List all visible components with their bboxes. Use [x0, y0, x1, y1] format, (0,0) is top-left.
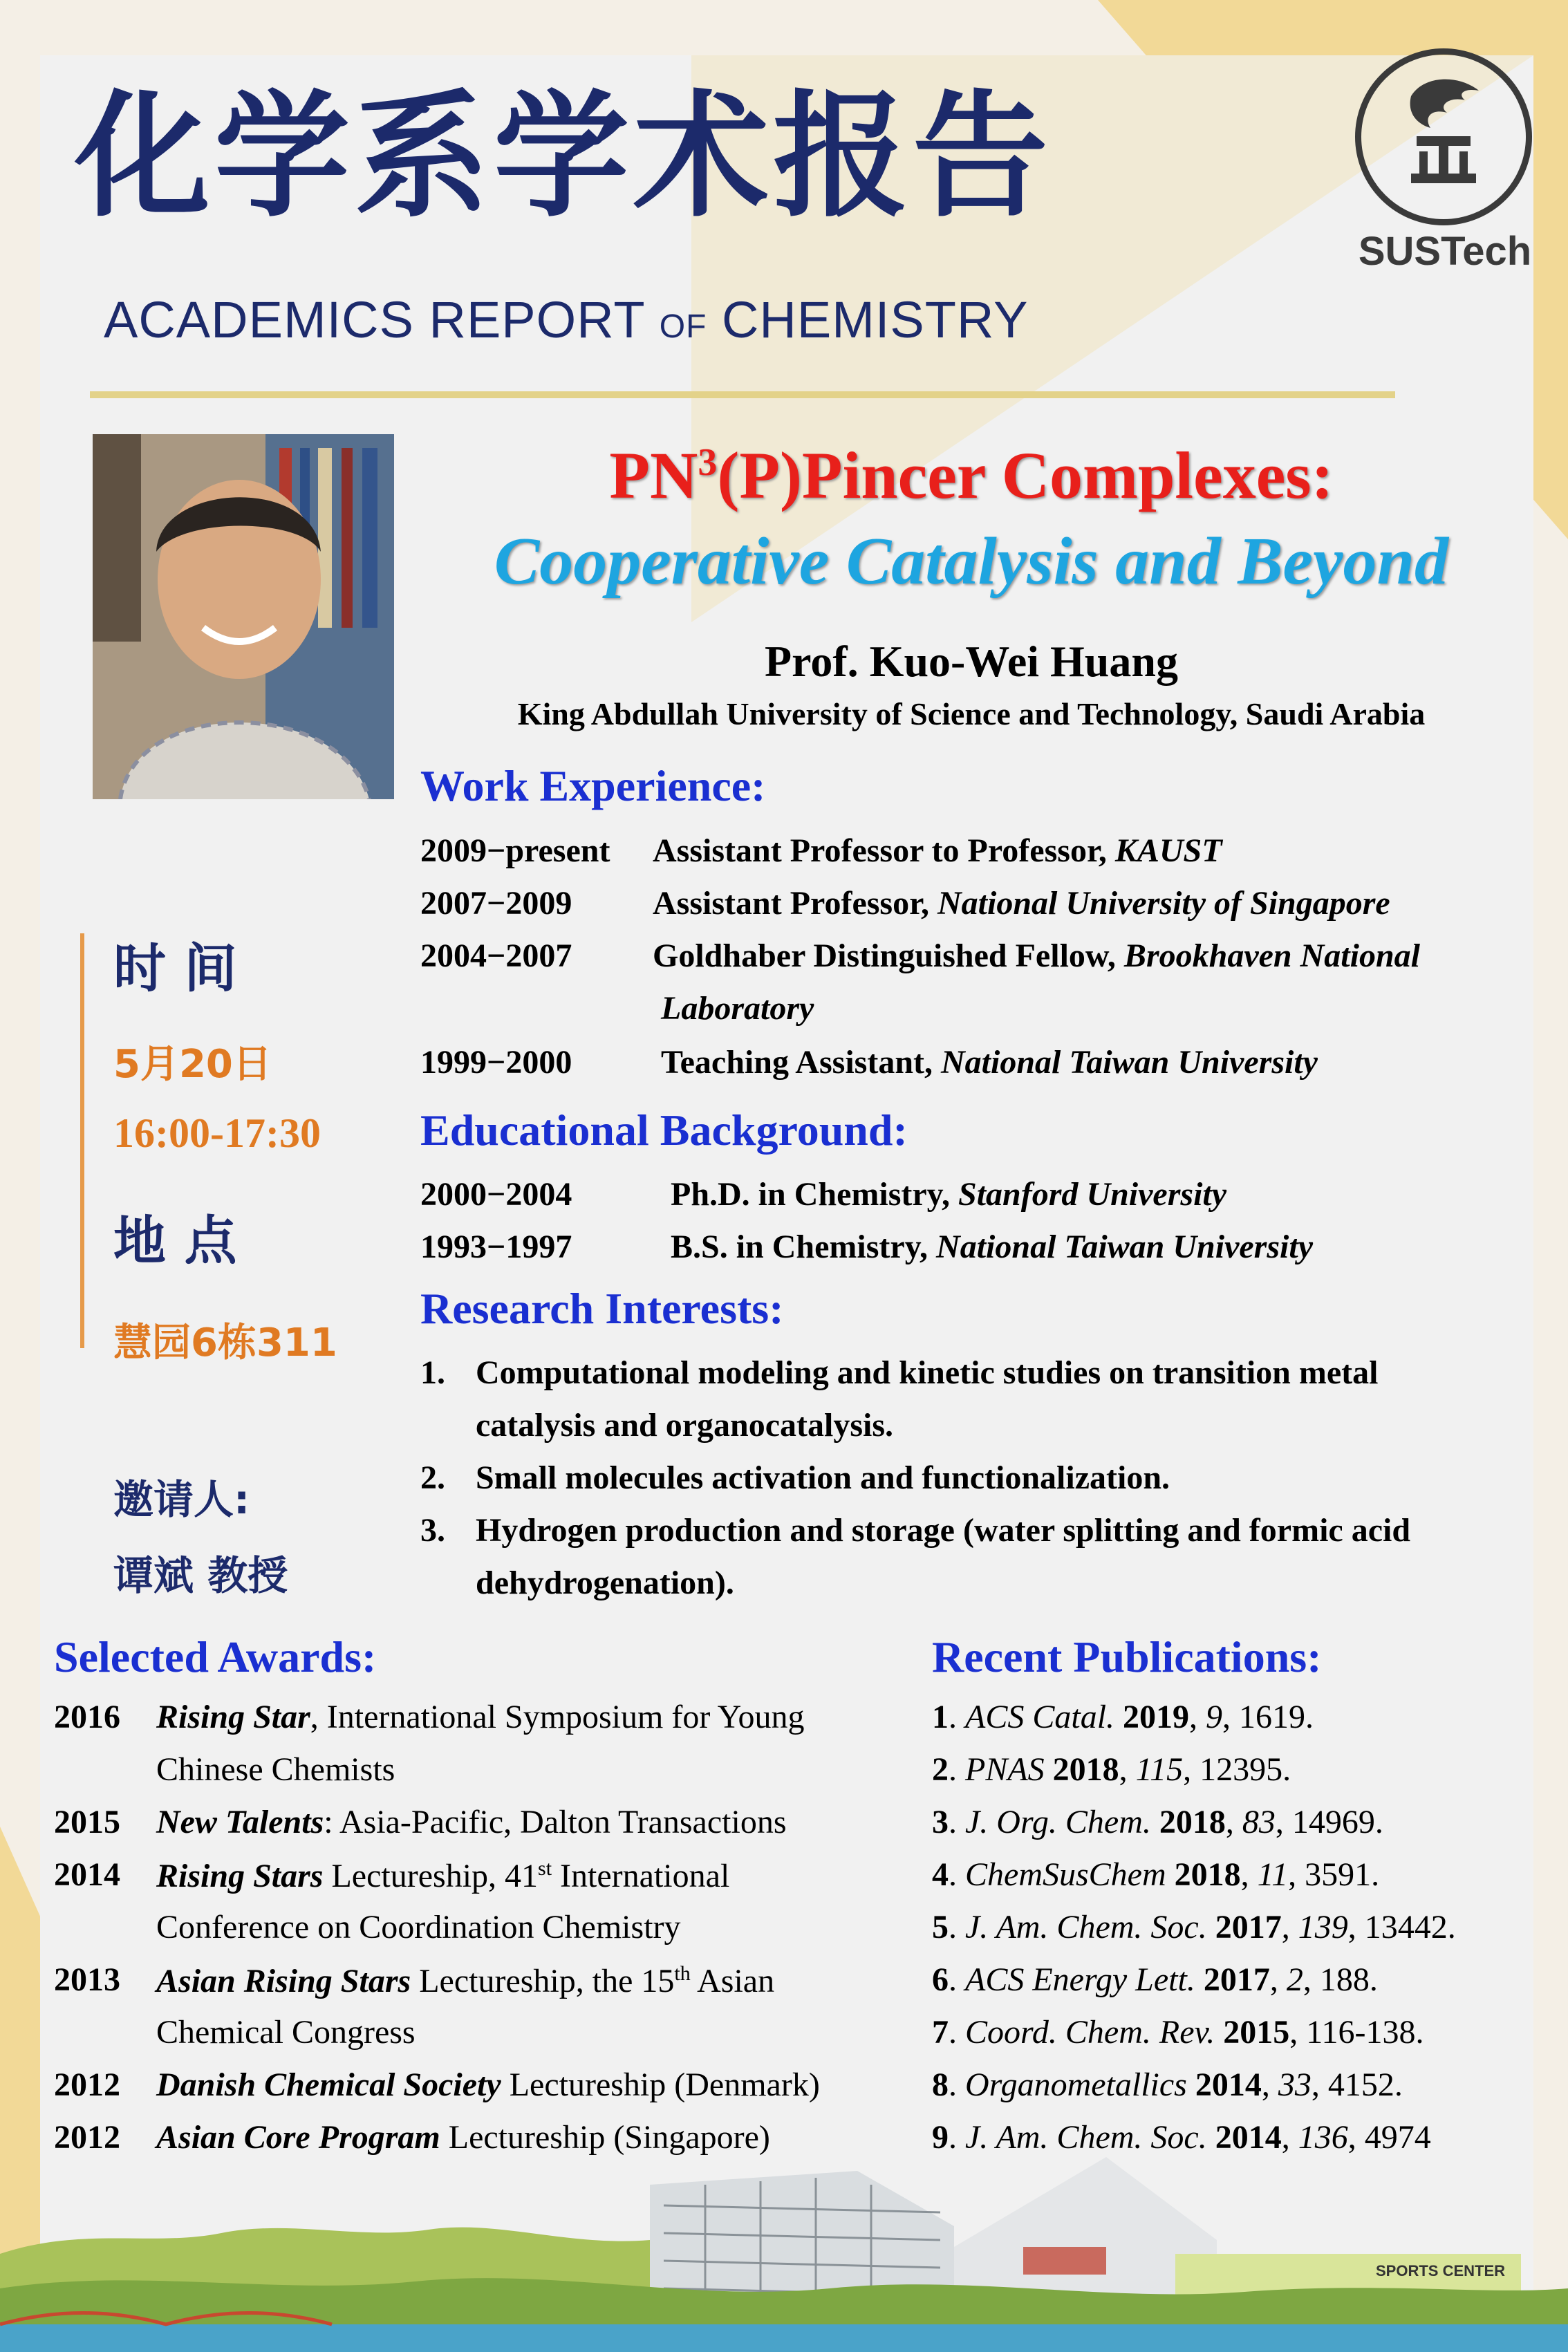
place-label: 地 点 — [113, 1210, 237, 1271]
award-entry-continued: Chinese Chemists — [156, 1751, 395, 1788]
publication-item: 5. J. Am. Chem. Soc. 2017, 139, 13442. — [932, 1909, 1456, 1945]
award-year: 2016 — [54, 1699, 120, 1735]
research-number: 1. — [420, 1354, 445, 1391]
inviter-name: 谭斌 教授 — [113, 1552, 288, 1599]
publication-item: 6. ACS Energy Lett. 2017, 2, 188. — [932, 1961, 1378, 1998]
sustech-logo-icon — [1355, 48, 1532, 225]
publications-heading: Recent Publications: — [932, 1632, 1322, 1681]
work-years: 2007−2009 — [420, 885, 572, 922]
time-label: 时 间 — [113, 937, 237, 999]
research-number: 2. — [420, 1459, 445, 1496]
publication-item: 9. J. Am. Chem. Soc. 2014, 136, 4974 — [932, 2119, 1431, 2156]
talk-subtitle: Cooperative Catalysis and Beyond — [494, 524, 1449, 599]
award-entry: Danish Chemical Society Lectureship (Denmark) — [156, 2066, 820, 2103]
speaker-photo — [93, 434, 394, 799]
work-years: 2009−present — [420, 832, 610, 869]
publication-item: 1. ACS Catal. 2019, 9, 1619. — [932, 1699, 1314, 1735]
work-years: 2004−2007 — [420, 937, 572, 974]
chinese-title: 化学系学术报告 — [75, 77, 1053, 236]
sports-center-sign: SPORTS CENTER — [1376, 2262, 1506, 2279]
publication-item: 4. ChemSusChem 2018, 11, 3591. — [932, 1856, 1380, 1893]
event-time: 16:00-17:30 — [113, 1110, 321, 1156]
research-item-continued: catalysis and organocatalysis. — [476, 1407, 894, 1444]
award-entry: New Talents: Asia-Pacific, Dalton Transactions — [156, 1804, 787, 1840]
research-number: 3. — [420, 1512, 445, 1549]
education-years: 1993−1997 — [420, 1229, 572, 1265]
award-year: 2012 — [54, 2066, 120, 2103]
work-entry-continued: Laboratory — [661, 990, 814, 1027]
work-heading: Work Experience: — [420, 761, 766, 810]
publication-item: 3. J. Org. Chem. 2018, 83, 14969. — [932, 1804, 1383, 1840]
award-year: 2013 — [54, 1961, 120, 1998]
education-heading: Educational Background: — [420, 1105, 908, 1155]
award-entry-continued: Chemical Congress — [156, 2014, 416, 2051]
education-years: 2000−2004 — [420, 1176, 572, 1213]
logo-text: SUSTech — [1358, 229, 1532, 274]
work-years: 1999−2000 — [420, 1044, 572, 1081]
award-year: 2012 — [54, 2119, 120, 2156]
research-item: Hydrogen production and storage (water splitting and formic acid — [476, 1512, 1411, 1549]
publication-item: 7. Coord. Chem. Rev. 2015, 116-138. — [932, 2014, 1424, 2051]
event-date: 5月20日 — [113, 1042, 272, 1087]
speaker-name: Prof. Kuo-Wei Huang — [765, 637, 1178, 686]
award-year: 2015 — [54, 1804, 120, 1840]
header-divider — [90, 391, 1395, 398]
publication-item: 2. PNAS 2018, 115, 12395. — [932, 1751, 1291, 1788]
work-entry: Teaching Assistant, National Taiwan University — [661, 1044, 1318, 1081]
research-heading: Research Interests: — [420, 1284, 784, 1333]
work-entry: Assistant Professor, National University of Singapore — [653, 885, 1390, 922]
award-year: 2014 — [54, 1856, 120, 1893]
work-entry: Assistant Professor to Professor, KAUST — [653, 832, 1222, 869]
event-accent-bar — [80, 933, 84, 1348]
campus-skyline-illustration — [0, 2143, 1568, 2352]
inviter-label: 邀请人: — [113, 1476, 250, 1523]
event-place: 慧园6栋311 — [113, 1320, 337, 1365]
award-entry: Rising Stars Lectureship, 41st International — [156, 1857, 730, 1894]
award-entry: Asian Rising Stars Lectureship, the 15th Asian — [156, 1962, 775, 1999]
award-entry: Asian Core Program Lectureship (Singapore) — [156, 2119, 770, 2156]
award-entry-continued: Conference on Coordination Chemistry — [156, 1909, 681, 1945]
work-entry: Goldhaber Distinguished Fellow, Brookhaven National — [653, 937, 1420, 974]
research-item: Small molecules activation and functionalization. — [476, 1459, 1170, 1496]
talk-title: $PN^3(P)Pincer$ Complexes: — [609, 438, 1334, 512]
publication-item: 8. Organometallics 2014, 33, 4152. — [932, 2066, 1403, 2103]
english-title: ACADEMICS REPORT OF CHEMISTRY — [104, 291, 1029, 348]
award-entry: Rising Star, International Symposium for Young — [156, 1699, 805, 1735]
research-item: Computational modeling and kinetic studies on transition metal — [476, 1354, 1379, 1391]
research-item-continued: dehydrogenation). — [476, 1565, 734, 1601]
awards-heading: Selected Awards: — [54, 1632, 377, 1681]
speaker-affiliation: King Abdullah University of Science and Technology, Saudi Arabia — [517, 696, 1426, 731]
education-entry: B.S. in Chemistry, National Taiwan University — [671, 1229, 1314, 1265]
education-entry: Ph.D. in Chemistry, Stanford University — [671, 1176, 1227, 1213]
